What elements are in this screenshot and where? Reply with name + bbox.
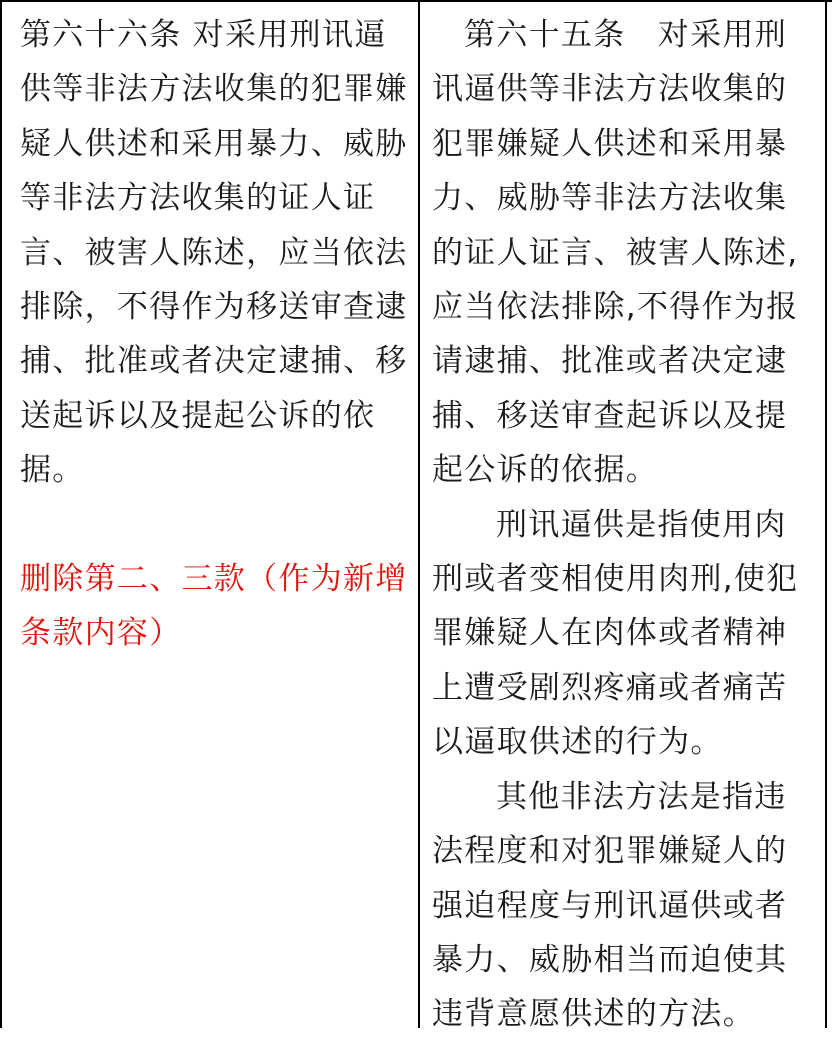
right-paragraph-other-illegal-methods: 其他非法方法是指违法程度和对犯罪嫌疑人的强迫程度与刑讯逼供或者暴力、威胁相当而迫使其违背意愿供述的方法。 <box>432 778 788 1033</box>
column-divider <box>418 2 420 1028</box>
right-paragraph-torture-definition: 刑讯逼供是指使用肉刑或者变相使用肉刑,使犯罪嫌疑人在肉体或者精神上遭受剧烈疼痛或者痛苦以逼取供述的行为。 <box>432 506 799 761</box>
left-article-text: 第六十六条 对采用刑讯逼供等非法方法收集的犯罪嫌疑人供述和采用暴力、威胁等非法方法收集的证人证言、被害人陈述，应当依法排除，不得作为移送审查逮捕、批准或者决定逮捕、移送起诉以及提起公诉的依据。 <box>20 17 408 489</box>
table-border-left <box>0 2 2 1028</box>
right-cell <box>432 8 818 1042</box>
right-article-text: 第六十五条 对采用刑讯逼供等非法方法收集的犯罪嫌疑人供述和采用暴力、威胁等非法方法收集的证人证言、被害人陈述,应当依法排除,不得作为报请逮捕、批准或者决定逮捕、移送审查起诉以及提起公诉的依据。 <box>432 17 799 489</box>
deletion-note: 删除第二、三款（作为新增条款内容） <box>20 561 408 652</box>
left-cell <box>20 8 408 661</box>
paragraph-gap <box>20 498 408 552</box>
table-border-right <box>825 2 827 1028</box>
